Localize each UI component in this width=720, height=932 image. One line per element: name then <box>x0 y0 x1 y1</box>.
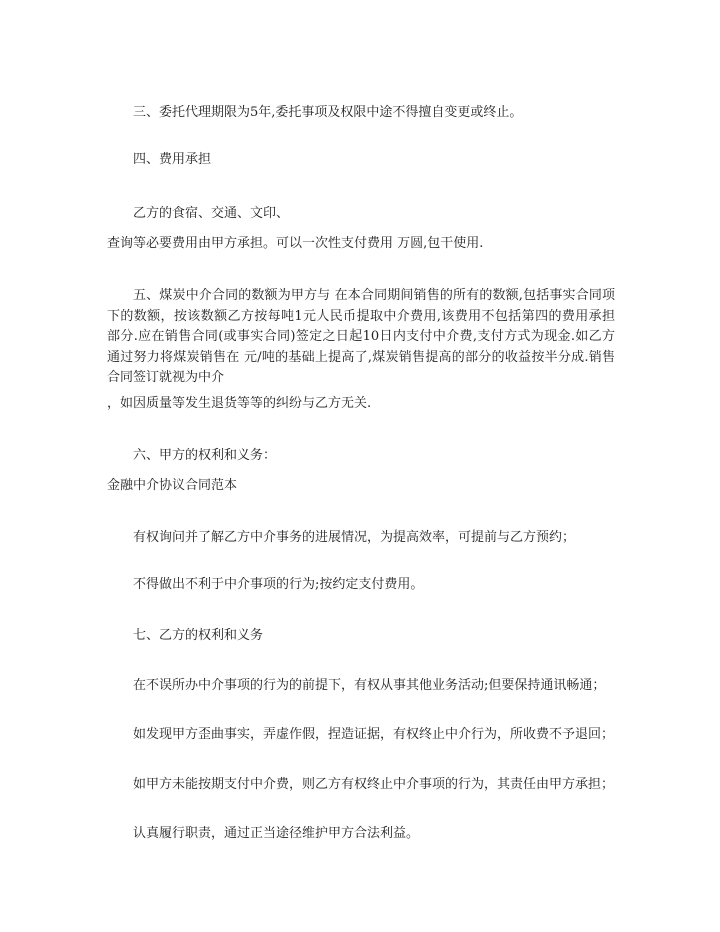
clause-5-line-4: 通过努力将煤炭销售在 元/吨的基础上提高了,煤炭销售提高的部分的收益按半分成.销售 <box>107 350 615 365</box>
party-b-right-3: 如甲方未能按期支付中介费，则乙方有权终止中介事项的行为，其责任由甲方承担； <box>133 777 615 792</box>
clause-3-term: 三、委托代理期限为5年,委托事项及权限中途不得擅自变更或终止。 <box>133 105 523 120</box>
clause-5-line-2: 下的数额，按该数额乙方按每吨1元人民币提取中介费用,该费用不包括第四的费用承担 <box>107 309 615 324</box>
party-a-duty-1: 不得做出不利于中介事项的行为;按约定支付费用。 <box>133 577 424 592</box>
party-a-right-1: 有权询问并了解乙方中介事务的进展情况，为提高效率，可提前与乙方预约； <box>133 530 576 545</box>
heading-7-party-b: 七、乙方的权利和义务 <box>133 628 264 643</box>
party-b-right-2: 如发现甲方歪曲事实，弄虚作假，捏造证据，有权终止中介行为，所收费不予退回； <box>133 727 615 742</box>
expenses-text-1: 乙方的食宿、交通、文印、 <box>133 206 290 221</box>
clause-5-line-3: 部分.应在销售合同(或事实合同)签定之日起10日内支付中介费,支付方式为现金.如乙方 <box>107 329 615 344</box>
clause-5-line-1: 五、煤炭中介合同的数额为甲方与 在本合同期间销售的所有的数额,包括事实合同项 <box>133 288 615 303</box>
heading-4-expenses: 四、费用承担 <box>133 152 212 167</box>
document-title: 金融中介协议合同范本 <box>107 478 238 493</box>
clause-5-line-6: ，如因质量等发生退货等等的纠纷与乙方无关. <box>107 396 372 411</box>
expenses-text-2: 查询等必要费用由甲方承担。可以一次性支付费用 万圆,包干使用. <box>107 236 484 251</box>
party-b-right-1: 在不误所办中介事项的行为的前提下，有权从事其他业务活动;但要保持通讯畅通； <box>133 678 606 693</box>
heading-6-party-a: 六、甲方的权利和义务： <box>133 448 277 463</box>
party-b-duty-1: 认真履行职责，通过正当途径维护甲方合法利益。 <box>133 826 420 841</box>
clause-5-line-5: 合同签订就视为中介 <box>107 370 225 385</box>
